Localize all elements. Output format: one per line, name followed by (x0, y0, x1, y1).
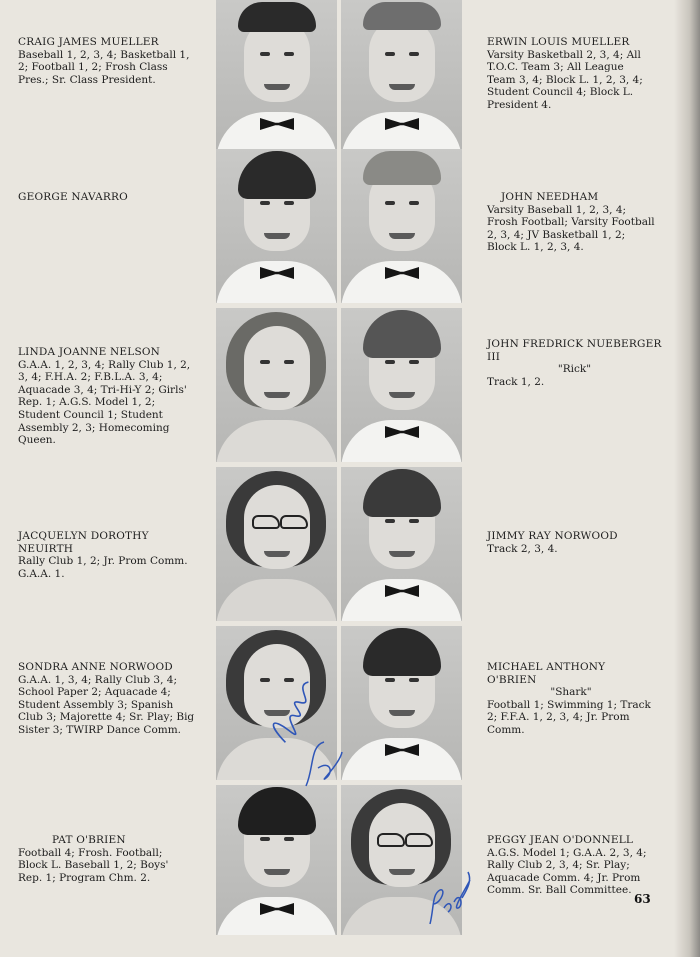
student-activities: Football 1; Swimming 1; Track 2; F.F.A. 1, 2, 3, 4; Jr. Prom Comm. (487, 698, 651, 736)
student-name: PEGGY JEAN O'DONNELL (487, 834, 634, 846)
page-number: 63 (634, 892, 651, 906)
student-entry-john-needham (487, 191, 655, 254)
handwritten-signature-peggy (426, 868, 476, 930)
student-activities: Varsity Basketball 2, 3, 4; All T.O.C. Team 3; All League Team 3, 4; Block L. 1, 2, 3, 4; Student Council 4; Block L. President 4. (487, 48, 643, 111)
student-activities: Track 2, 3, 4. (487, 542, 558, 555)
portrait-craig-mueller (216, 0, 337, 154)
photo-grid (216, 0, 464, 957)
student-activities: Football 4; Frosh. Football; Block L. Baseball 1, 2; Boys' Rep. 1; Program Chm. 2. (18, 846, 169, 884)
portrait-jimmy-norwood (341, 467, 462, 621)
student-name: CRAIG JAMES MUELLER (18, 36, 159, 48)
student-name: LINDA JOANNE NELSON (18, 346, 161, 358)
handwritten-signature-sandy-2 (300, 738, 346, 794)
student-entry-erwin-mueller (487, 36, 655, 112)
student-activities: Track 1, 2. (487, 375, 545, 388)
student-nickname: "Shark" (550, 686, 592, 699)
student-entry-john-nueberger (487, 338, 662, 388)
student-name: JOHN NEEDHAM (501, 191, 599, 203)
portrait-linda-nelson (216, 308, 337, 462)
student-nickname: "Rick" (557, 363, 592, 376)
student-activities: Varsity Baseball 1, 2, 3, 4; Frosh Football; Varsity Football 2, 3, 4; JV Basketball 1, 2; Block L. 1, 2, 3, 4. (487, 203, 655, 254)
student-entry-sondra-norwood (18, 661, 196, 737)
student-entry-jacquelyn-neuirth (18, 530, 196, 580)
student-entry-michael-obrien (487, 661, 655, 737)
portrait-pat-obrien (216, 785, 337, 935)
portrait-erwin-mueller (341, 0, 462, 154)
student-activities: Rally Club 1, 2; Jr. Prom Comm. G.A.A. 1. (18, 555, 188, 580)
student-name: JOHN FREDRICK NUEBERGER III (487, 338, 662, 363)
student-entry-george-navarro (18, 191, 196, 204)
student-activities: G.A.A. 1, 2, 3, 4; Rally Club 1, 2, 3, 4; F.H.A. 2; F.B.L.A. 3, 4; Aquacade 3, 4; Tri-Hi-Y 2; Girls' Rep. 1; A.G.S. Model 1, 2; Student Council 1; Student Assembly 2, 3; Homecoming Queen. (18, 358, 191, 447)
portrait-george-navarro (216, 149, 337, 303)
student-name: PAT O'BRIEN (52, 834, 126, 846)
student-name: JACQUELYN DOROTHY NEUIRTH (18, 530, 149, 555)
student-activities: Baseball 1, 2, 3, 4; Basketball 1, 2; Football 1, 2; Frosh Class Pres.; Sr. Class President. (18, 48, 190, 86)
portrait-jacquelyn-neuirth (216, 467, 337, 621)
student-entry-pat-obrien (18, 834, 188, 884)
portrait-john-nueberger (341, 308, 462, 462)
portrait-michael-obrien (341, 626, 462, 780)
student-name: SONDRA ANNE NORWOOD (18, 661, 173, 673)
portrait-john-needham (341, 149, 462, 303)
student-name: GEORGE NAVARRO (18, 191, 128, 203)
student-activities: A.G.S. Model 1; G.A.A. 2, 3, 4; Rally Club 2, 3, 4; Sr. Play; Aquacade Comm. 4; Jr. Prom Comm. Sr. Ball Committee. (487, 846, 647, 897)
student-entry-craig-mueller (18, 36, 196, 86)
student-name: MICHAEL ANTHONY O'BRIEN (487, 661, 606, 686)
student-activities: G.A.A. 1, 3, 4; Rally Club 3, 4; School Paper 2; Aquacade 4; Student Assembly 3; Spanish Club 3; Majorette 4; Sr. Play; Big Sister 3; TWIRP Dance Comm. (18, 673, 195, 736)
student-entry-peggy-odonnell (487, 834, 655, 897)
page-edge-shadow (674, 0, 700, 957)
student-entry-linda-nelson (18, 346, 196, 447)
student-name: ERWIN LOUIS MUELLER (487, 36, 630, 48)
student-name: JIMMY RAY NORWOOD (487, 530, 618, 542)
student-entry-jimmy-norwood (487, 530, 655, 555)
